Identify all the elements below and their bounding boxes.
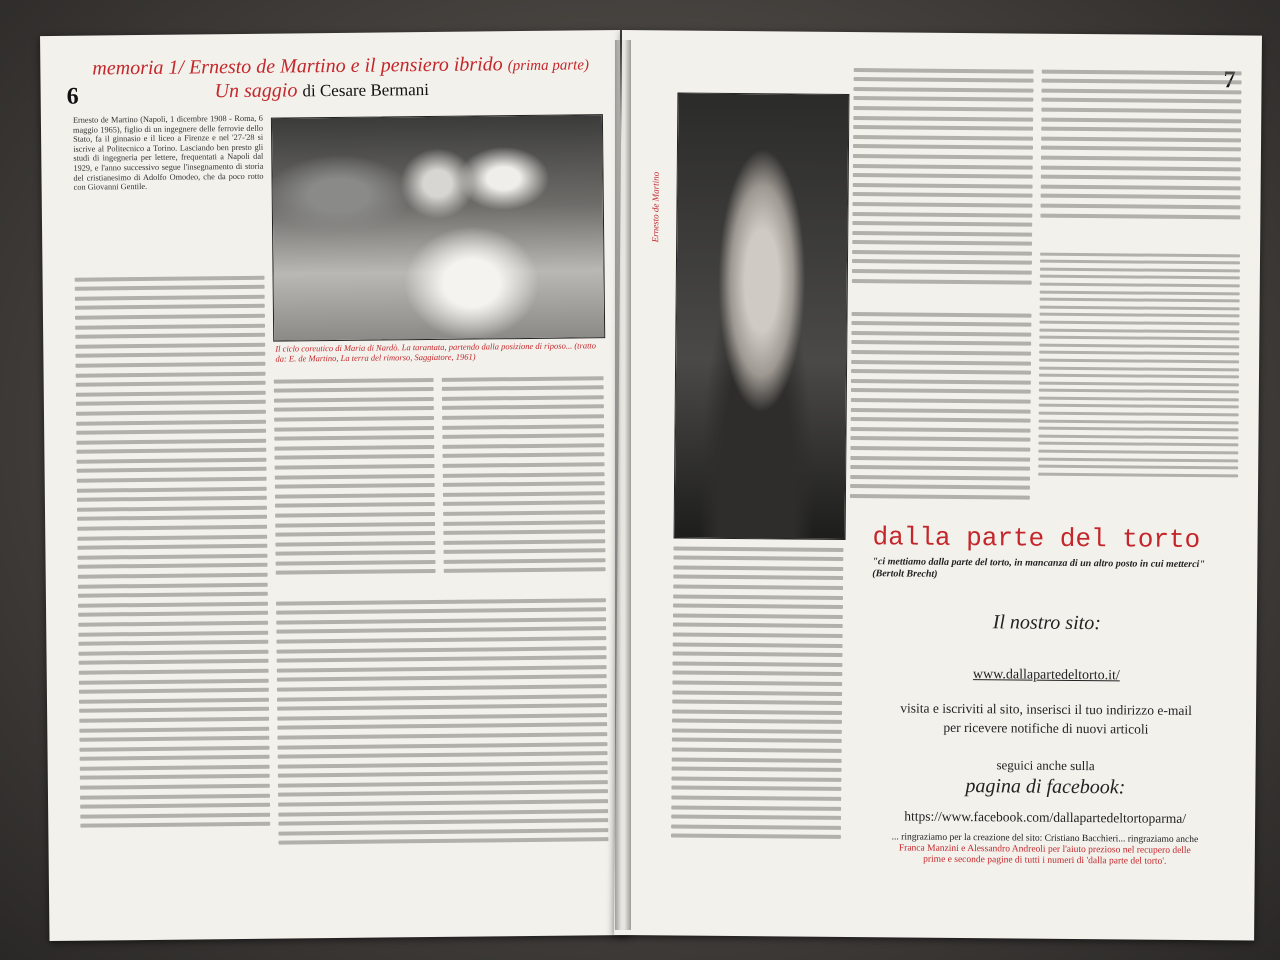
thanks-line-3: prime e seconde pagine di tutti i numeri di 'dalla parte del torto'. [923,854,1167,867]
site-description [846,698,1246,739]
middle-column-text [274,372,436,589]
thanks-line-2: Franca Manzini e Alessandro Andreoli per l'aiuto prezioso nel recupero delle [898,843,1191,856]
thanks-line-1: ... ringraziamo per la creazione del sito: Cristiano Bacchieri... ringraziamo anche [891,832,1199,846]
article-title-block [92,52,592,104]
site-heading: Il nostro sito: [992,611,1102,635]
site-text-line-1: visita e iscriviti al sito, inserisci il tuo indirizzo e-mail [900,700,1192,718]
site-text-line-2: per ricevere notifiche di nuovi articoli [943,719,1149,737]
left-column-text [75,270,271,862]
dalla-parte-del-torto-title: dalla parte del torto [872,522,1201,556]
site-url-link[interactable]: www.dallapartedeltorto.it/ [972,667,1120,684]
right-column-text [442,370,606,587]
article-title: memoria 1/ Ernesto de Martino e il pensiero ibrido [92,53,503,80]
page-number-left: 6 [66,83,79,110]
right-lower-text [671,540,844,866]
de-martino-portrait [674,92,850,539]
endnotes [1038,248,1240,520]
photo-caption: Il ciclo coreutico di Maria di Nardò. La tarantata, partendo dalla posizione di riposo... (tratto da: E. de Martino, La terra del rimorso, Saggiatore, 1961) [275,340,597,364]
page-gutter [615,40,631,930]
right-column-text-3 [1040,64,1242,241]
brecht-quote: "ci mettiamo dalla parte del torto, in mancanza di un altro posto in cui metterci" (Bertolt Brecht) [872,556,1205,580]
lower-wide-text [276,592,609,865]
portrait-side-label: Ernesto de Martino [650,171,661,243]
thanks-note [845,832,1245,868]
right-page [614,30,1262,941]
article-kicker: Un saggio [214,79,298,103]
opening-paragraph: Ernesto de Martino (Napoli, 1 dicembre 1908 - Roma, 6 maggio 1965), figlio di un ingegnere delle ferrovie dello Stato, fa il ginnasio e il liceo a Firenze e nel '27-'28 si iscrive al Politecnico a Torino. Lasciando ben presto gli studi di ingegneria per lettere, frequentati a Napoli dal 1929, e l'anno successivo segue l'insegnamento di storia del cristianesimo di Adolfo Omodeo, che da poco rotto con Giovanni Gentile. [72,113,264,192]
right-intro-text [852,62,1034,304]
follow-text: seguici anche sulla [996,757,1095,774]
magazine-spread [40,30,1250,935]
left-page [40,30,629,941]
facebook-heading: pagina di facebook: [965,775,1126,799]
article-author: di Cesare Bermani [302,80,430,101]
article-subtitle: (prima parte) [507,57,590,75]
right-column-text-2 [850,306,1032,518]
tarantata-photo [271,114,605,341]
facebook-url-link[interactable]: https://www.facebook.com/dallapartedeltortoparma/ [904,808,1187,826]
